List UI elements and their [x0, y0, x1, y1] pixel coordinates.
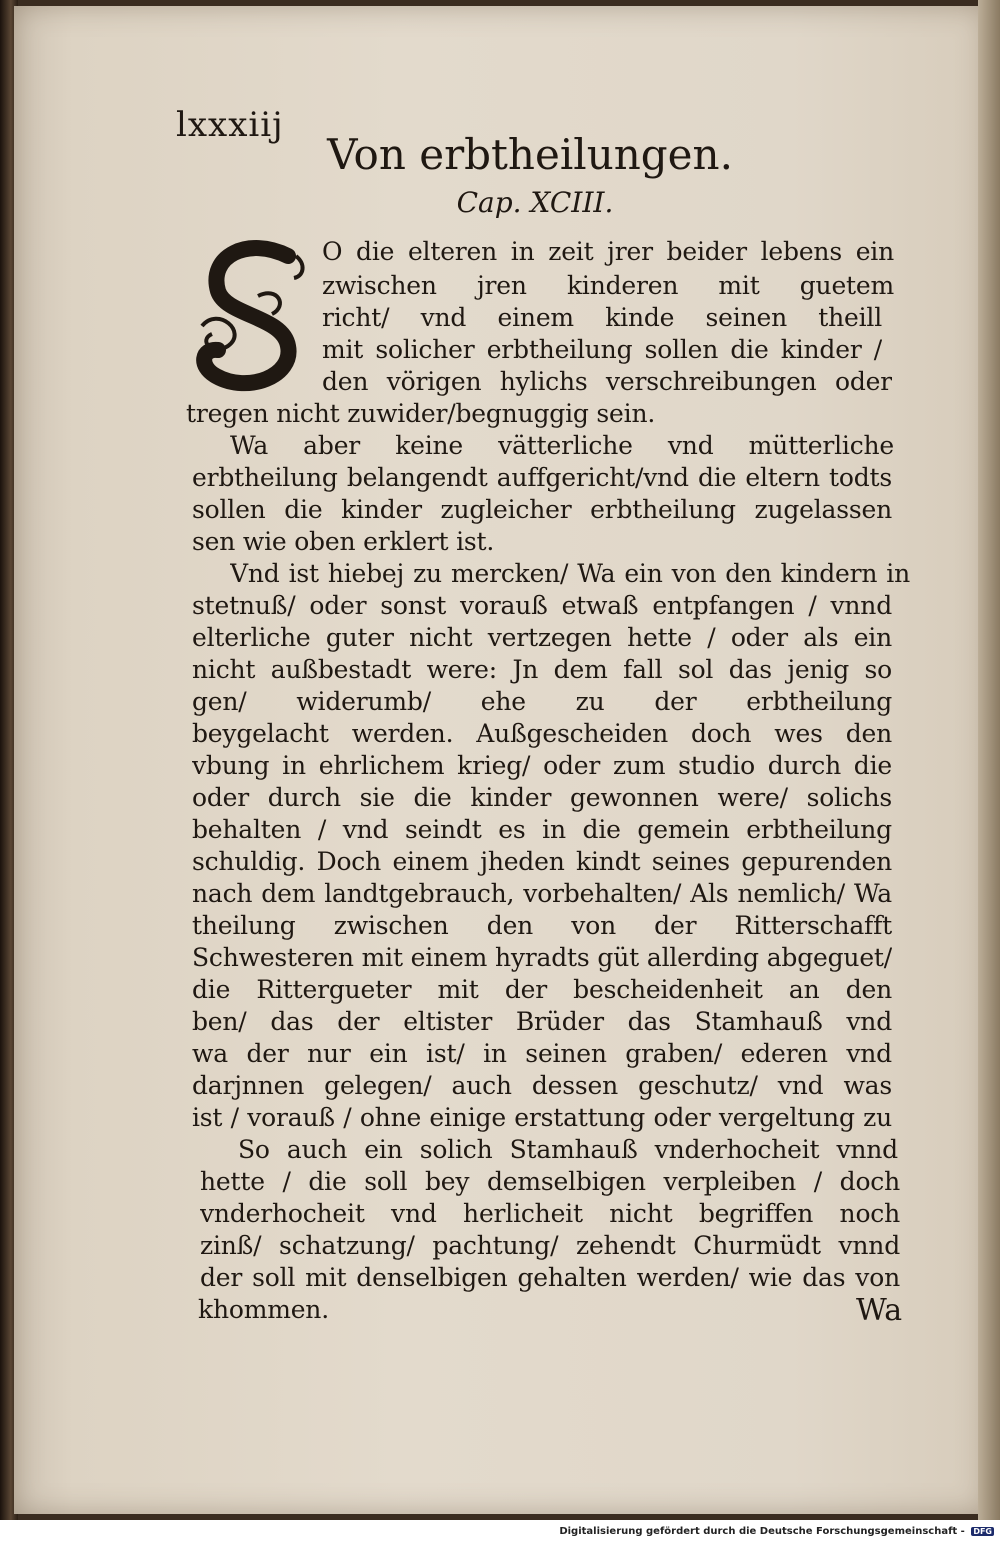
text-line: nicht außbestadt were: Jn dem fall sol das jenig so: [192, 655, 892, 684]
page-title: Von erbtheilungen.: [327, 130, 733, 179]
text-line: behalten / vnd seindt es in die gemein erbtheilung: [192, 815, 892, 844]
footer-credit: [0, 1526, 994, 1537]
text-line: nach dem landtgebrauch, vorbehalten/ Als nemlich/ Wa: [192, 879, 892, 908]
text-line: vnderhocheit vnd herlicheit nicht begriffen noch: [200, 1199, 900, 1228]
text-line: tregen nicht zuwider/begnuggig sein.: [186, 399, 656, 428]
folio-number: lxxxiij: [176, 105, 284, 145]
text-line: stetnuß/ oder sonst vorauß etwaß entpfangen / vnnd: [192, 591, 892, 620]
page-stack-edge: [978, 0, 1000, 1520]
text-line: vbung in ehrlichem krieg/ oder zum studio durch die: [192, 751, 892, 780]
text-line: darjnnen gelegen/ auch dessen geschutz/ vnd was: [192, 1071, 892, 1100]
text-line: Vnd ist hiebej zu mercken/ Wa ein von den kindern in: [230, 559, 910, 588]
text-line: den vörigen hylichs verschreibungen oder: [322, 367, 892, 396]
text-line: mit solicher erbtheilung sollen die kinder /: [322, 335, 882, 364]
text-line: khommen.: [198, 1295, 329, 1324]
text-line: ist / vorauß / ohne einige erstattung oder vergeltung zu: [192, 1103, 892, 1132]
text-line: zwischen jren kinderen mit guetem: [322, 271, 894, 300]
text-line: sollen die kinder zugleicher erbtheilung zugelassen: [192, 495, 892, 524]
text-line: Wa aber keine vätterliche vnd mütterliche: [230, 431, 894, 460]
catchword: Wa: [856, 1293, 903, 1328]
text-line: die Rittergueter mit der bescheidenheit an den: [192, 975, 892, 1004]
chapter-heading: Cap. XCIII.: [456, 186, 614, 219]
text-line: theilung zwischen den von der Ritterschafft: [192, 911, 892, 940]
text-line: gen/ widerumb/ ehe zu der erbtheilung: [192, 687, 892, 716]
text-line: erbtheilung belangendt auffgericht/vnd die eltern todts: [192, 463, 892, 492]
text-line: sen wie oben erklert ist.: [192, 527, 495, 556]
text-line: der soll mit denselbigen gehalten werden/ wie das von: [200, 1263, 900, 1292]
text-line: oder durch sie die kinder gewonnen were/ solichs: [192, 783, 892, 812]
decorated-initial-s-icon: [188, 236, 318, 396]
text-line: richt/ vnd einem kinde seinen theill: [322, 303, 882, 332]
text-line: So auch ein solich Stamhauß vnderhocheit vnnd: [238, 1135, 898, 1164]
text-line: O die elteren in zeit jrer beider lebens ein: [322, 237, 894, 266]
text-line: elterliche guter nicht vertzegen hette / oder als ein: [192, 623, 892, 652]
text-line: hette / die soll bey demselbigen verpleiben / doch: [200, 1167, 900, 1196]
text-line: schuldig. Doch einem jheden kindt seines gepurenden: [192, 847, 892, 876]
footer-text: Digitalisierung gefördert durch die Deutsche Forschungsgemeinschaft -: [559, 1526, 965, 1537]
text-line: zinß/ schatzung/ pachtung/ zehendt Churmüdt vnnd: [200, 1231, 900, 1260]
text-line: Schwesteren mit einem hyradts güt allerding abgeguet/: [192, 943, 892, 972]
text-line: ben/ das der eltister Brüder das Stamhauß vnd: [192, 1007, 892, 1036]
text-line: wa der nur ein ist/ in seinen graben/ ederen vnd: [192, 1039, 892, 1068]
text-line: beygelacht werden. Außgescheiden doch wes den: [192, 719, 892, 748]
dfg-logo-icon: DFG: [973, 1526, 992, 1536]
